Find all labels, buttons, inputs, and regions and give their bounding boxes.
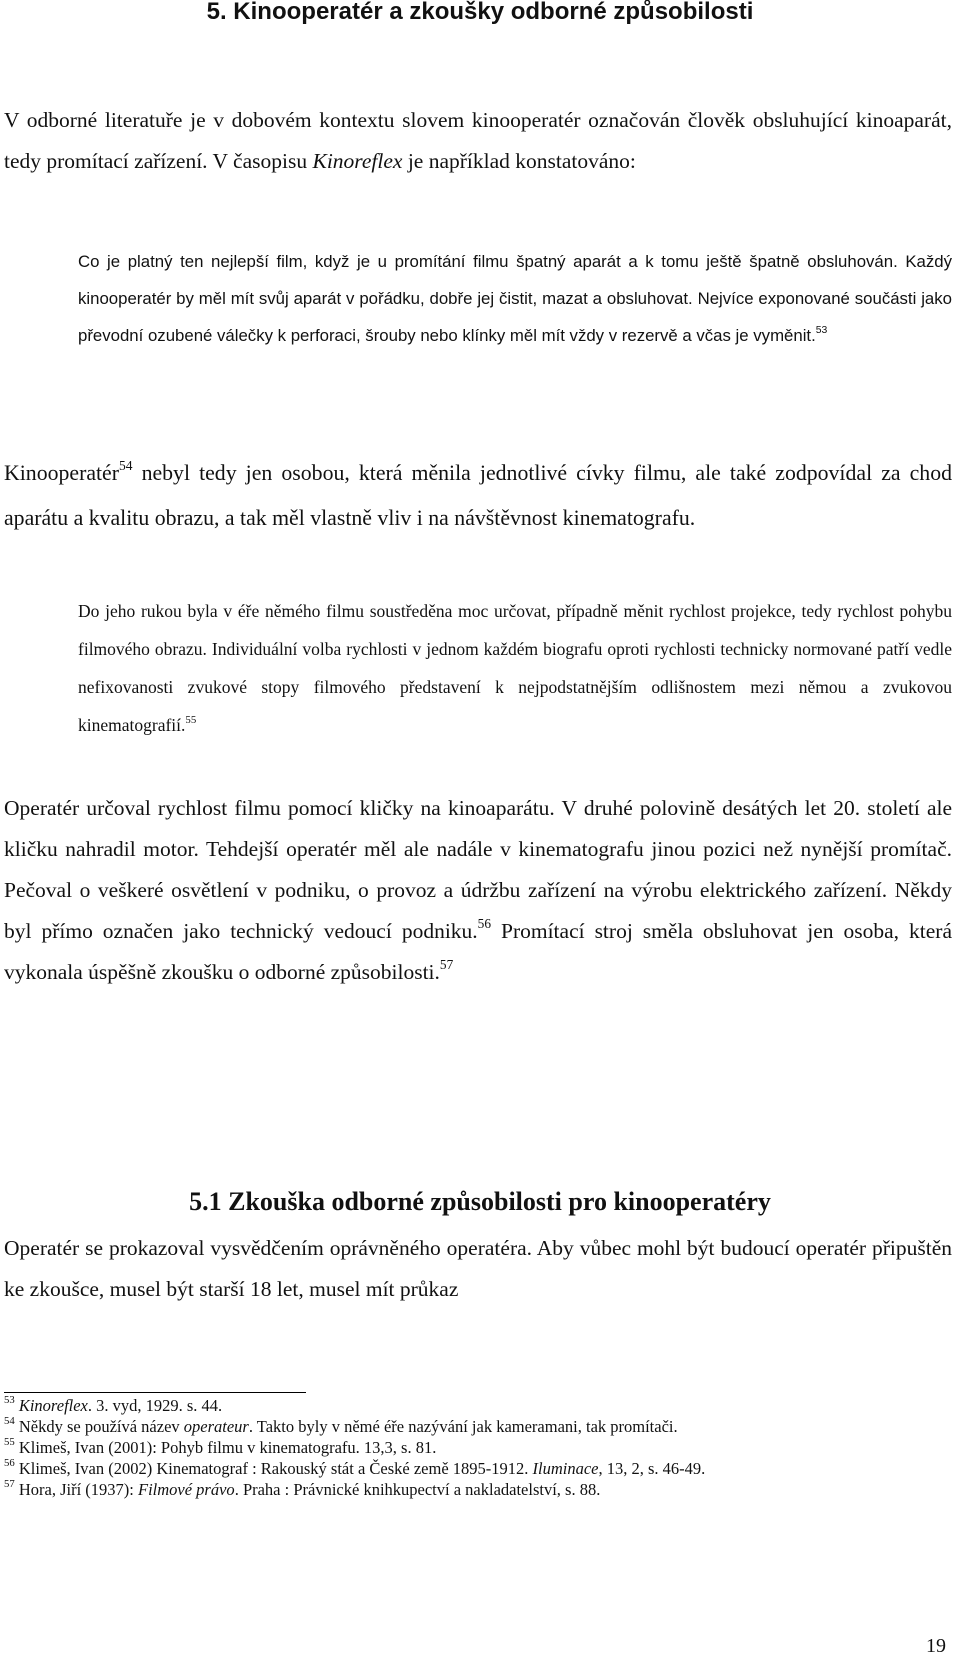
footnote-italic: operateur xyxy=(183,1417,249,1436)
footnote-text-end: , 13, 2, s. 46-49. xyxy=(598,1459,706,1478)
footnote-separator xyxy=(4,1392,306,1393)
footnote-text-end: . 3. vyd, 1929. s. 44. xyxy=(87,1396,223,1415)
footnote-italic: Iluminace xyxy=(532,1459,599,1478)
intro-paragraph xyxy=(4,100,952,182)
footnote-ref-53: 53 xyxy=(815,324,828,336)
footnote-54 xyxy=(4,1416,904,1437)
section-heading: 5.1 Zkouška odborné způsobilosti pro kinooperatéry xyxy=(189,1187,771,1216)
speed-text-end: Promítací stroj směla obsluhovat jen osoba, která vykonala úspěšně zkoušku o odborné způsobilosti. xyxy=(4,919,952,984)
footnotes xyxy=(4,1395,904,1500)
quote-text: Co je platný ten nejlepší film, když je u promítání filmu špatný aparát a k tomu ještě špatně obsluhován. Každý kinooperatér by měl mít svůj aparát v pořádku, dobře jej čistit, mazat a obsluhovat. Nejvíce exponované součásti jako převodní ozubené válečky k perforaci, šrouby nebo klínky měl mít vždy v rezervě a včas je vyměnit. xyxy=(78,252,952,345)
footnote-text: Hora, Jiří (1937): xyxy=(18,1480,138,1499)
footnote-text: Někdy se používá název xyxy=(18,1417,184,1436)
exam-paragraph xyxy=(4,1228,952,1310)
intro-text: V odborné literatuře je v dobovém kontextu slovem kinooperatér označován člověk obsluhující kinoaparát, tedy promítací zařízení. V časopisu xyxy=(4,108,952,173)
operator-text-start: Kinooperatér xyxy=(4,461,119,485)
footnote-italic: Filmové právo xyxy=(138,1480,235,1499)
exam-text: Operatér se prokazoval vysvědčením oprávněného operatéra. Aby vůbec mohl být budoucí operatér připuštěn ke zkoušce, musel být starší 18 let, musel mít průkaz xyxy=(4,1236,952,1301)
operator-paragraph xyxy=(4,451,952,541)
footnote-text: Klimeš, Ivan (2002) Kinematograf : Rakouský stát a České země 1895-1912. xyxy=(18,1459,533,1478)
operator-text-end: nebyl tedy jen osobou, která měnila jednotlivé cívky filmu, ale také zodpovídal za chod aparátu a kvalitu obrazu, a tak měl vlastně vliv i na návštěvnost kinematografu. xyxy=(4,461,952,530)
block-quote-klimes xyxy=(78,592,952,744)
footnote-ref-54: 54 xyxy=(119,457,133,473)
footnote-57 xyxy=(4,1479,904,1500)
page-number: 19 xyxy=(926,1635,946,1657)
footnote-number: 53 xyxy=(4,1393,15,1406)
footnote-text: Klimeš, Ivan (2001): Pohyb filmu v kinematografu. 13,3, s. 81. xyxy=(18,1438,437,1457)
speed-paragraph xyxy=(4,788,952,993)
footnote-italic: Kinoreflex xyxy=(18,1396,88,1415)
speed-text: Operatér určoval rychlost filmu pomocí kličky na kinoaparátu. V druhé polovině desátých let 20. století ale kličku nahradil motor. Tehdejší operatér měl ale nadále v kinematografu jinou pozici než nynější promítač. Pečoval o veškeré osvětlení v podniku, o provoz a údržbu zařízení na výrobu elektrického zařízení. Někdy byl přímo označen jako technický vedoucí podniku. xyxy=(4,796,952,943)
footnote-ref-56: 56 xyxy=(477,915,491,931)
journal-title: Kinoreflex xyxy=(312,149,403,173)
intro-text-end: je například konstatováno: xyxy=(402,149,636,173)
block-quote-kinoreflex xyxy=(78,243,952,354)
chapter-heading: 5. Kinooperatér a zkoušky odborné způsobilosti xyxy=(206,0,754,25)
footnote-56 xyxy=(4,1458,904,1479)
footnote-ref-55: 55 xyxy=(185,713,197,726)
footnote-number: 55 xyxy=(4,1435,15,1448)
footnote-text-end: . Takto byly v němé éře nazývání jak kameramani, tak promítači. xyxy=(248,1417,678,1436)
quote-text: Do jeho rukou byla v éře němého filmu soustředěna moc určovat, případně měnit rychlost projekce, tedy rychlost pohybu filmového obrazu. Individuální volba rychlosti v jednom každém biografu oproti rychlosti technicky normované patří vedle nefixovanosti zvukové stopy filmového představení k nejpodstatnějším odlišnostem mezi němou a zvukovou kinematografií. xyxy=(78,601,952,735)
footnote-number: 57 xyxy=(4,1477,15,1490)
footnote-number: 56 xyxy=(4,1456,15,1469)
footnote-text-end: . Praha : Právnické knihkupectví a nakladatelství, s. 88. xyxy=(234,1480,601,1499)
footnote-number: 54 xyxy=(4,1414,15,1427)
footnote-53 xyxy=(4,1395,904,1416)
footnote-55 xyxy=(4,1437,904,1458)
footnote-ref-57: 57 xyxy=(439,956,454,972)
